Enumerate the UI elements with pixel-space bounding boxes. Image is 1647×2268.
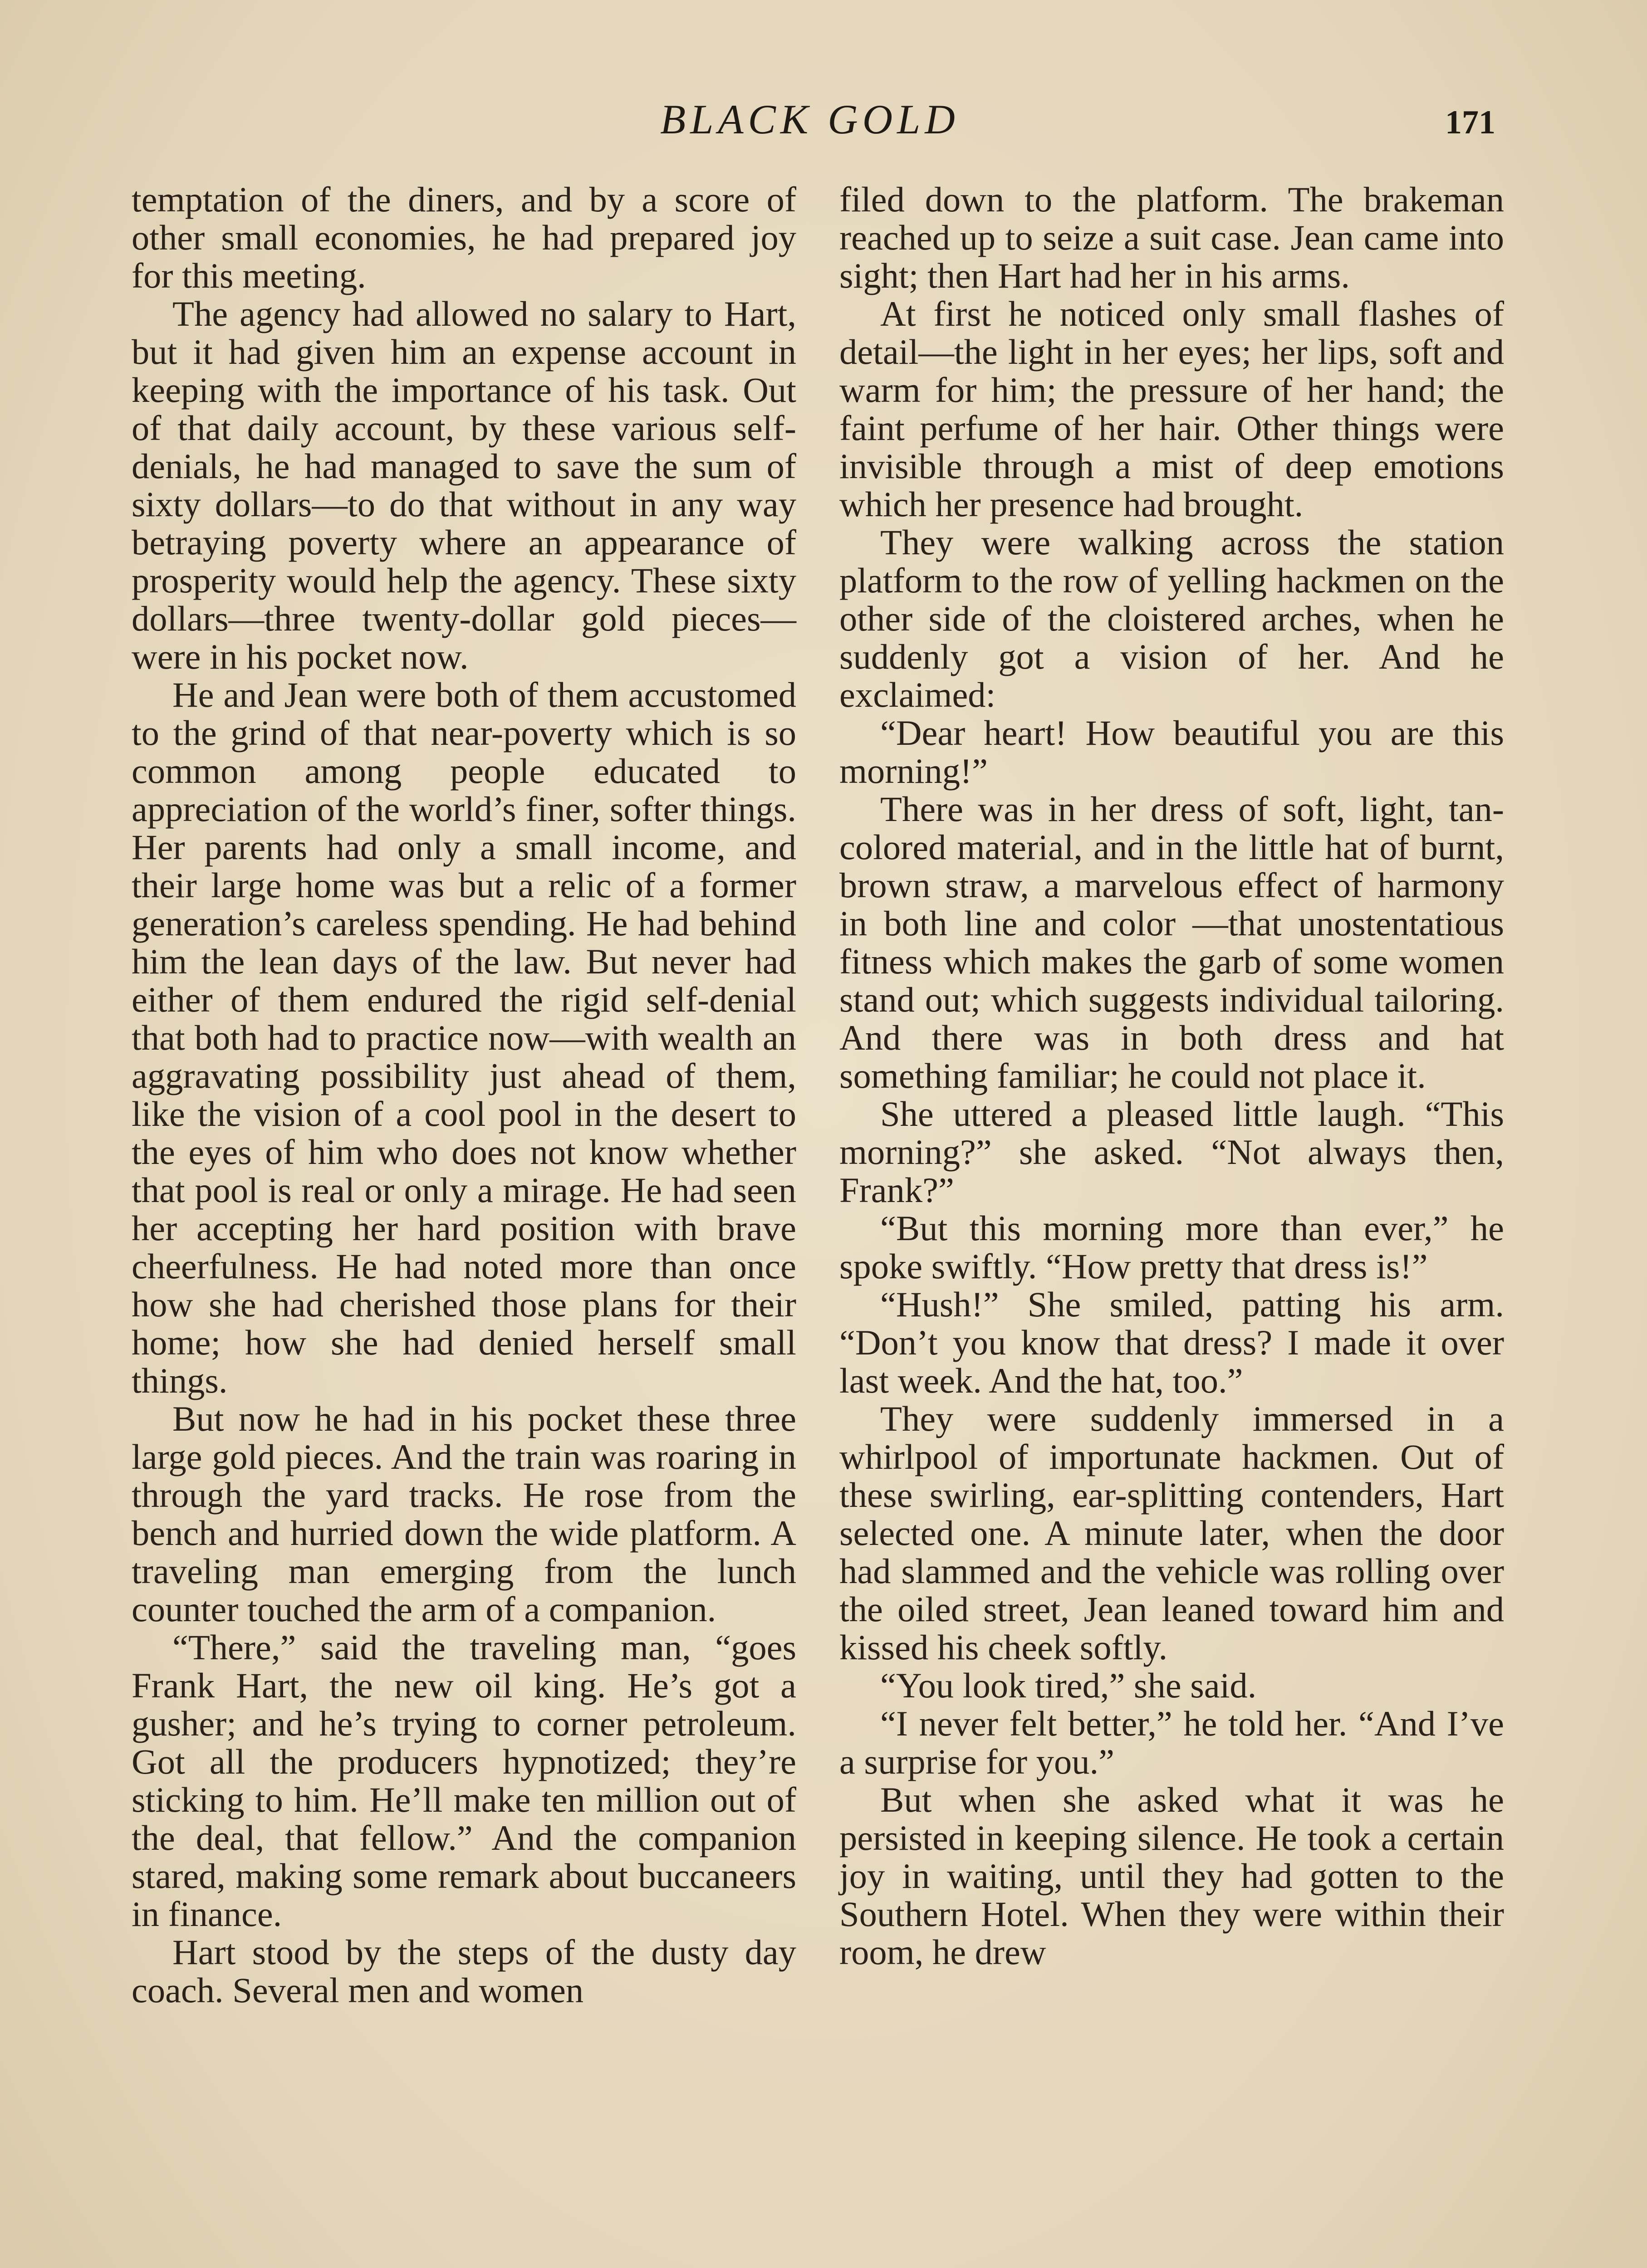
left-column: [132, 181, 796, 2009]
paragraph: “You look tired,” she said.: [880, 1666, 1257, 1705]
paragraph: The agency had allowed no salary to Hart, but it had given him an expense account in keeping with the importance of his task. Out of that daily account, by these various self-denials, he had managed to save the sum of sixty dollars—to do that without in any way betraying poverty where an appearance of prosperity would help the agency. These sixty dollars—three twenty-dollar gold pieces—were in his pocket now.: [132, 294, 796, 676]
paragraph: But now he had in his pocket these three large gold pieces. And the train was roaring in through the yard tracks. He rose from the bench and hurried down the wide platform. A traveling man emerging from the lunch counter touched the arm of a companion.: [132, 1399, 796, 1629]
paragraph: There was in her dress of soft, light, tan-colored material, and in the little hat of burnt, brown straw, a marvelous effect of harmony in both line and color —that unostentatious fitness which makes the garb of some women stand out; which suggests individual tailoring. And there was in both dress and hat something familiar; he could not place it.: [839, 789, 1504, 1095]
paragraph: But when she asked what it was he persisted in keeping silence. He took a certain joy in waiting, until they had gotten to the Southern Hotel. When they were within their room, he drew: [839, 1780, 1504, 1972]
paragraph: temptation of the diners, and by a score of other small economies, he had prepared joy for this meeting.: [132, 180, 796, 295]
right-column: [839, 181, 1504, 1971]
running-title: BLACK GOLD: [660, 96, 960, 142]
paragraph: At first he noticed only small flashes of detail—the light in her eyes; her lips, soft and warm for him; the pressure of her hand; the faint perfume of her hair. Other things were invisible through a mist of deep emotions which her presence had brought.: [839, 294, 1504, 524]
page-header: [0, 91, 1647, 163]
paragraph: filed down to the platform. The brakeman reached up to seize a suit case. Jean came into sight; then Hart had her in his arms.: [839, 180, 1504, 295]
paragraph: “Dear heart! How beautiful you are this morning!”: [839, 713, 1504, 791]
paragraph: “Hush!” She smiled, patting his arm. “Don’t you know that dress? I made it over last week. And the hat, too.”: [839, 1285, 1504, 1400]
paragraph: He and Jean were both of them accustomed to the grind of that near-poverty which is so common among people educated to appreciation of the world’s finer, softer things. Her parents had only a small income, and their large home was but a relic of a former generation’s careless spending. He had behind him the lean days of the law. But never had either of them endured the rigid self-denial that both had to practice now—with wealth an aggravating possibility just ahead of them, like the vision of a cool pool in the desert to the eyes of him who does not know whether that pool is real or only a mirage. He had seen her accepting her hard position with brave cheerfulness. He had noted more than once how she had cherished those plans for their home; how she had denied herself small things.: [132, 675, 796, 1400]
paragraph: She uttered a pleased little laugh. “This morning?” she asked. “Not always then, Frank?”: [839, 1094, 1504, 1210]
paragraph: They were walking across the station platform to the row of yelling hackmen on the other side of the cloistered arches, when he suddenly got a vision of her. And he exclaimed:: [839, 523, 1504, 714]
paragraph: “But this morning more than ever,” he spoke swiftly. “How pretty that dress is!”: [839, 1208, 1504, 1286]
paragraph: Hart stood by the steps of the dusty day coach. Several men and women: [132, 1932, 796, 2010]
paragraph: “I never felt better,” he told her. “And I’ve a surprise for you.”: [839, 1704, 1504, 1781]
paragraph: “There,” said the traveling man, “goes Frank Hart, the new oil king. He’s got a gusher; and he’s trying to corner petroleum. Got all the producers hypnotized; they’re sticking to him. He’ll make ten million out of the deal, that fellow.” And the companion stared, making some remark about buccaneers in finance.: [132, 1628, 796, 1934]
page-number: 171: [1445, 104, 1495, 141]
paragraph: They were suddenly immersed in a whirlpool of importunate hackmen. Out of these swirling, ear-splitting contenders, Hart selected one. A minute later, when the door had slammed and the vehicle was rolling over the oiled street, Jean leaned toward him and kissed his cheek softly.: [839, 1399, 1504, 1667]
